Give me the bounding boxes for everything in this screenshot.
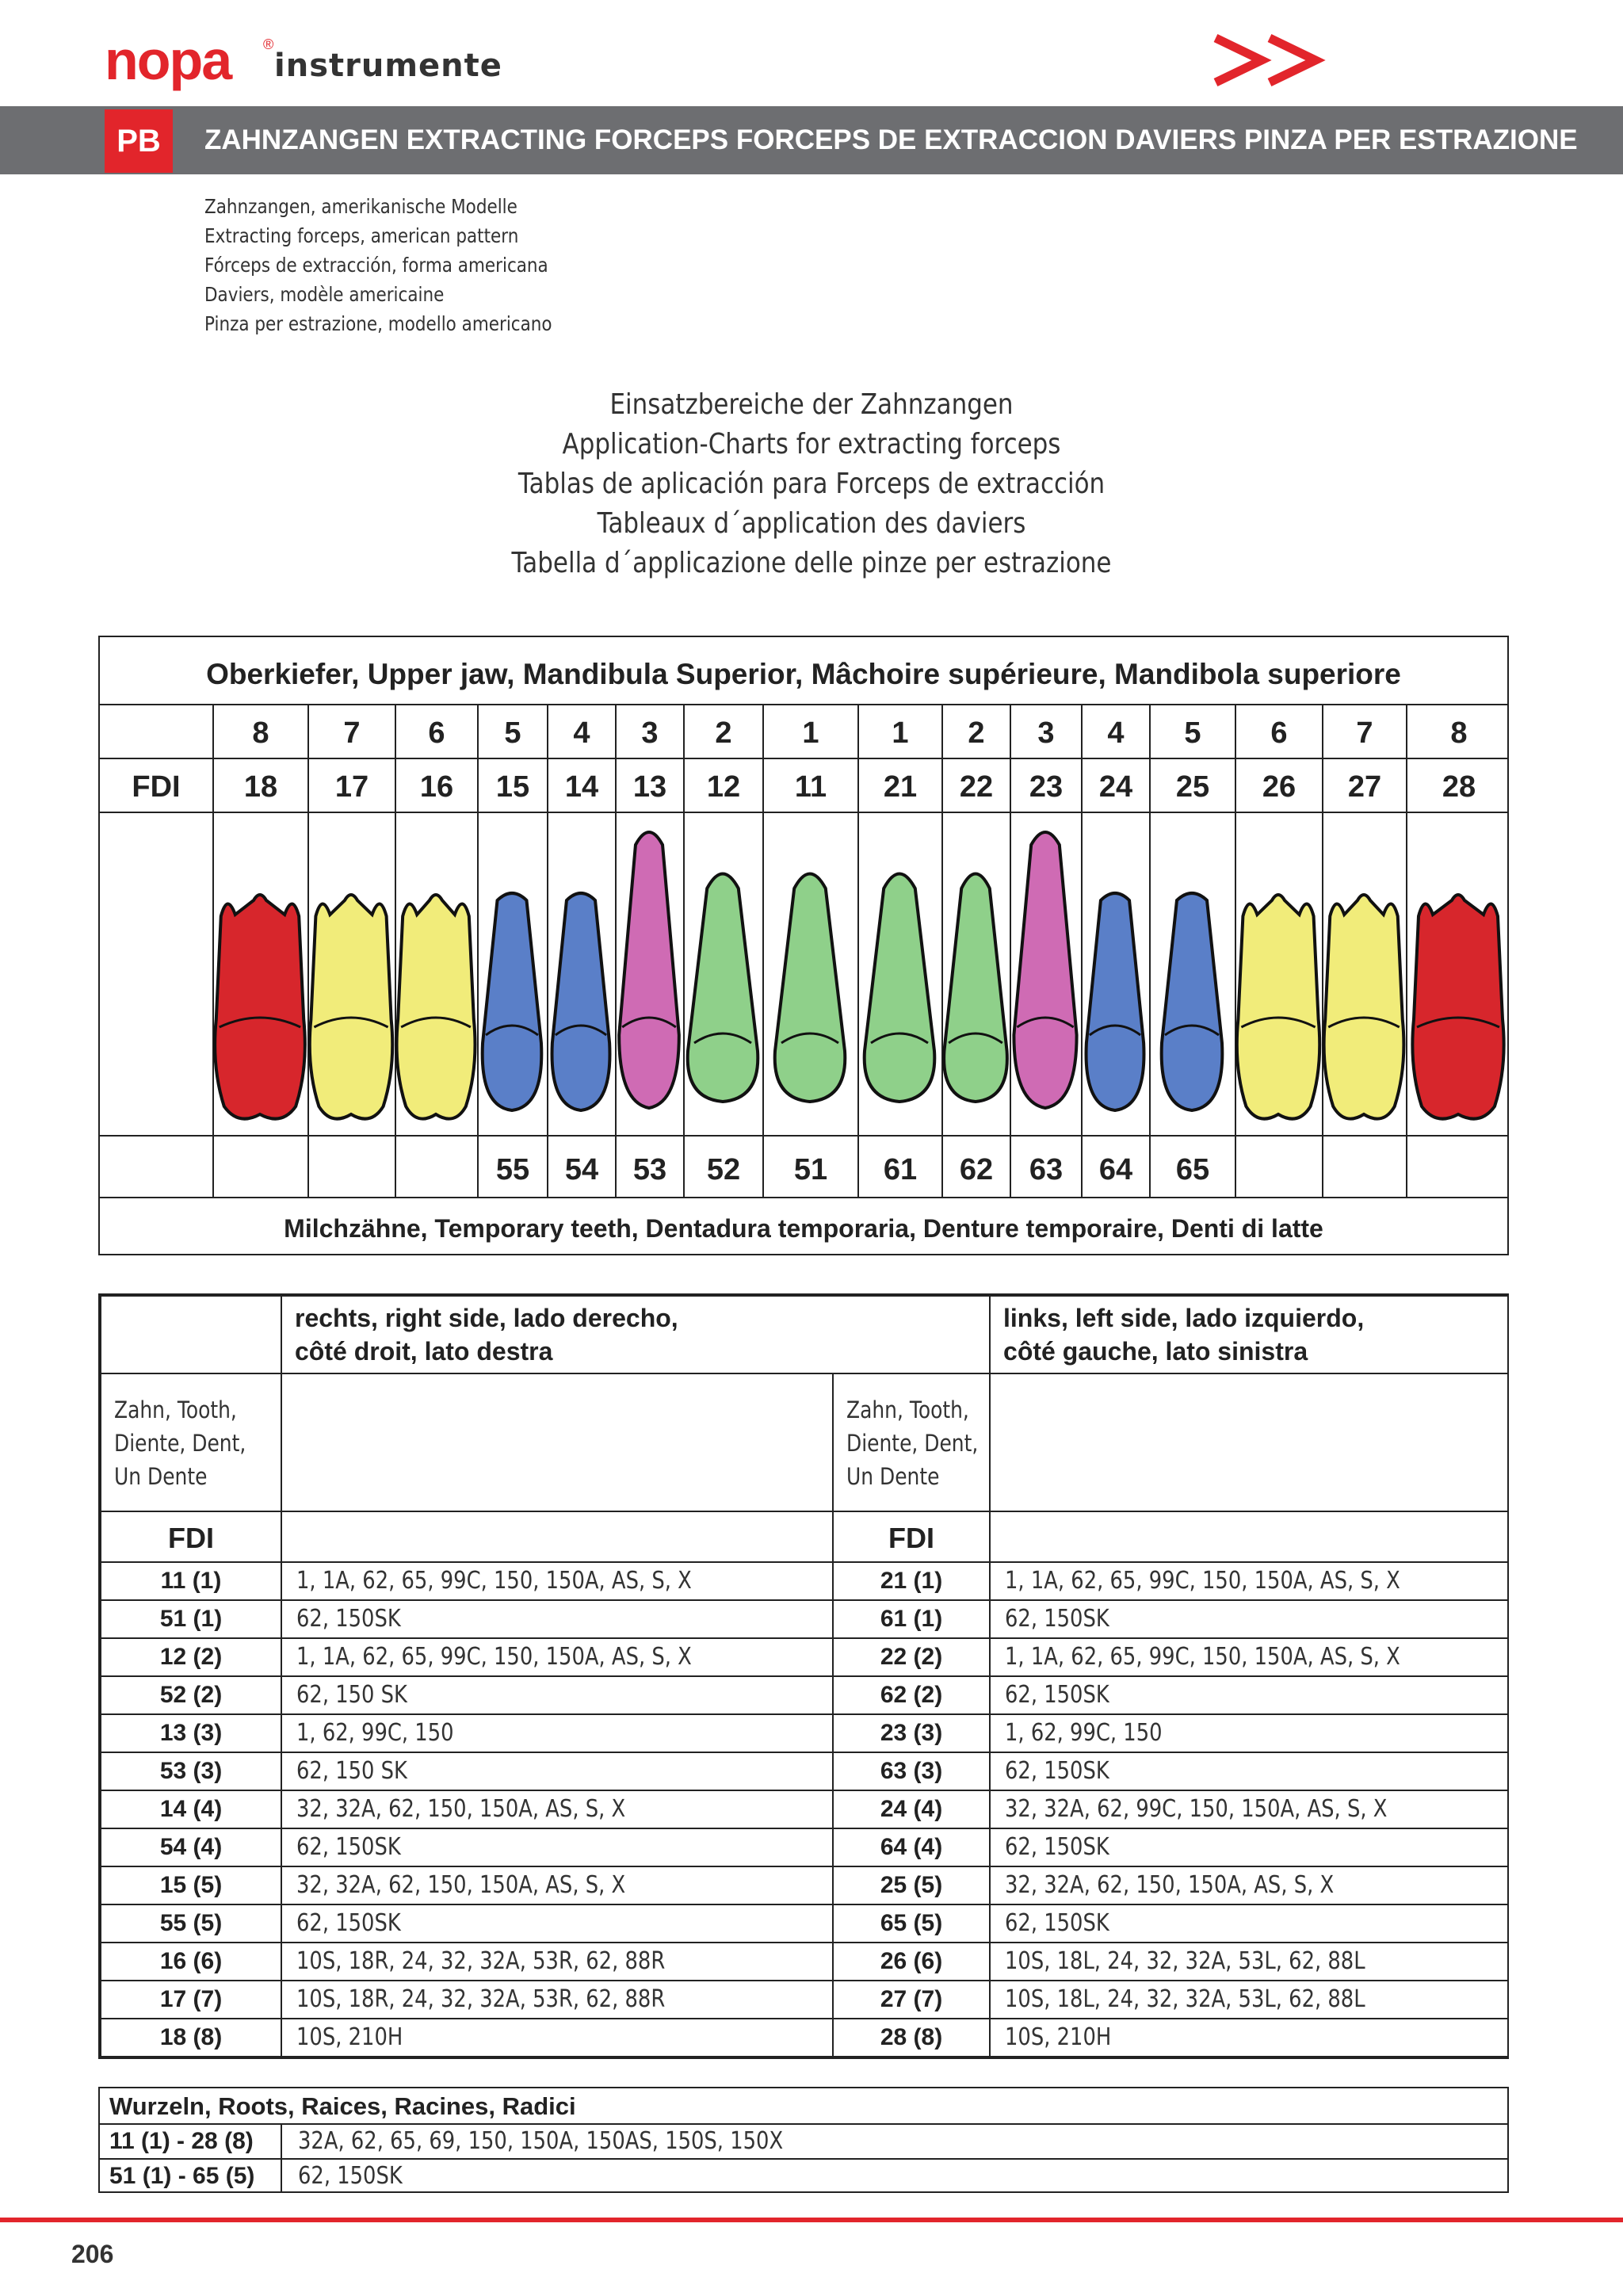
- forceps-list-left: [990, 1943, 1508, 1981]
- tooth-shape: [944, 874, 1007, 1102]
- primary-tooth-number: [1406, 1137, 1510, 1197]
- tooth-code-right: 53 (3): [101, 1752, 281, 1790]
- forceps-list-right: [281, 1828, 833, 1866]
- teeth-illustration: [100, 813, 1510, 1135]
- roots-row: [100, 2158, 1507, 2191]
- tooth-fdi-number: 14: [547, 759, 615, 812]
- intro-line: Extracting forceps, american pattern: [204, 224, 519, 247]
- primary-tooth-number: 63: [1010, 1137, 1081, 1197]
- forceps-list-right-text: 62, 150SK: [296, 1833, 401, 1861]
- roots-table: [98, 2087, 1509, 2193]
- tooth-code-right: 54 (4): [101, 1828, 281, 1866]
- tooth-shape: [1412, 895, 1503, 1119]
- primary-tooth-number: [395, 1137, 477, 1197]
- primary-tooth-number: [307, 1137, 395, 1197]
- left-side-header-line: links, left side, lado izquierdo,: [1003, 1304, 1365, 1332]
- tooth-position: 5: [477, 705, 547, 758]
- forceps-list-right: [281, 1676, 833, 1714]
- forceps-list-right: [281, 1904, 833, 1943]
- left-side-header: [990, 1296, 1508, 1373]
- forceps-list-left-text: 62, 150SK: [1005, 1757, 1109, 1785]
- forceps-list-right-text: 32, 32A, 62, 150, 150A, AS, S, X: [296, 1795, 626, 1823]
- tooth-position: 2: [683, 705, 762, 758]
- tooth-shape: [619, 832, 679, 1108]
- primary-tooth-number: 51: [762, 1137, 857, 1197]
- forceps-list-left-text: 10S, 18L, 24, 32, 32A, 53L, 62, 88L: [1005, 1947, 1365, 1975]
- charts-title-line: Tabella d´applicazione delle pinze per estrazione: [511, 547, 1112, 579]
- tooth-code-left: 64 (4): [833, 1828, 990, 1866]
- forceps-list-right-text: 62, 150SK: [296, 1605, 401, 1633]
- brand-name: nopa: [105, 29, 231, 91]
- forceps-list-left: [990, 1676, 1508, 1714]
- forceps-list-left: [990, 1866, 1508, 1904]
- tooth-fdi-number: 28: [1406, 759, 1510, 812]
- charts-title-line: Einsatzbereiche der Zahnzangen: [609, 388, 1014, 421]
- tooth-position: 7: [1322, 705, 1406, 758]
- tooth-position: 6: [395, 705, 477, 758]
- tooth-fdi-number: 21: [857, 759, 941, 812]
- primary-tooth-number: 54: [547, 1137, 615, 1197]
- primary-teeth-label: [100, 1137, 212, 1197]
- tooth-code-left: 26 (6): [833, 1943, 990, 1981]
- intro-text: [204, 192, 609, 338]
- tooth-fdi-number: 11: [762, 759, 857, 812]
- intro-line: Fórceps de extracción, forma americana: [204, 254, 548, 277]
- primary-tooth-number: 62: [941, 1137, 1010, 1197]
- tooth-code-right: 55 (5): [101, 1904, 281, 1943]
- application-row: [101, 1752, 1508, 1790]
- application-row: [101, 1600, 1508, 1638]
- tooth-28: [1412, 895, 1503, 1119]
- forceps-list-right: [281, 1943, 833, 1981]
- left-side-header-line: côté gauche, lato sinistra: [1003, 1337, 1308, 1366]
- tooth-shape: [215, 895, 305, 1119]
- application-row: [101, 1714, 1508, 1752]
- tooth-position: 5: [1149, 705, 1235, 758]
- tooth-fdi-row: [100, 759, 1507, 813]
- forceps-list-left-text: 62, 150SK: [1005, 1605, 1109, 1633]
- application-row: [101, 1562, 1508, 1600]
- application-table: [98, 1293, 1509, 2059]
- tooth-27: [1324, 895, 1404, 1119]
- forceps-list-right-text: 62, 150 SK: [296, 1681, 407, 1709]
- roots-forceps: [298, 2160, 419, 2193]
- tooth-code-right: 15 (5): [101, 1866, 281, 1904]
- tooth-chart: [98, 636, 1509, 1255]
- application-row: [101, 1676, 1508, 1714]
- forceps-list-left: [990, 1981, 1508, 2019]
- footer-rule: [0, 2218, 1623, 2222]
- tooth-shape: [310, 895, 392, 1119]
- forceps-list-right-text: 62, 150 SK: [296, 1757, 407, 1785]
- charts-title-line: Tableaux d´application des daviers: [597, 507, 1026, 540]
- charts-title-line: Application-Charts for extracting forceps: [562, 428, 1061, 460]
- forceps-list-left: [990, 1904, 1508, 1943]
- forceps-list-left-text: 62, 150SK: [1005, 1909, 1109, 1937]
- section-title: ZAHNZANGEN EXTRACTING FORCEPS FORCEPS DE EXTRACCION DAVIERS PINZA PER ESTRAZIONE: [204, 124, 1578, 155]
- tooth-position: 4: [547, 705, 615, 758]
- tooth-25: [1162, 893, 1223, 1110]
- tooth-fdi-number: 16: [395, 759, 477, 812]
- right-side-header-line: rechts, right side, lado derecho,: [295, 1304, 678, 1332]
- tooth-position: 4: [1081, 705, 1149, 758]
- primary-teeth-caption: Milchzähne, Temporary teeth, Dentadura temporaria, Denture temporaire, Denti di latte: [284, 1214, 1323, 1243]
- forceps-list-left-text: 62, 150SK: [1005, 1681, 1109, 1709]
- tooth-fdi-number: 27: [1322, 759, 1406, 812]
- application-row: [101, 1866, 1508, 1904]
- tooth-code-right: 18 (8): [101, 2019, 281, 2057]
- forceps-list-left: [990, 1600, 1508, 1638]
- forceps-list-right: [281, 1562, 833, 1600]
- tooth-code-left: 63 (3): [833, 1752, 990, 1790]
- forceps-list-left-text: 1, 1A, 62, 65, 99C, 150, 150A, AS, S, X: [1005, 1567, 1400, 1595]
- forceps-list-right: [281, 1600, 833, 1638]
- blank-cell: [990, 1373, 1508, 1511]
- application-row: [101, 1828, 1508, 1866]
- tooth-shape: [552, 893, 610, 1110]
- forceps-list-left-text: 10S, 210H: [1005, 2023, 1112, 2051]
- tooth-code-left: 22 (2): [833, 1638, 990, 1676]
- tooth-18: [215, 895, 305, 1119]
- intro-line: Pinza per estrazione, modello americano: [204, 312, 552, 335]
- blank-cell: [990, 1511, 1508, 1562]
- forceps-list-right-text: 10S, 210H: [296, 2023, 403, 2051]
- tooth-position: 7: [307, 705, 395, 758]
- application-row: [101, 1981, 1508, 2019]
- tooth-position: 2: [941, 705, 1010, 758]
- tooth-fdi-number: 24: [1081, 759, 1149, 812]
- tooth-header-line: Diente, Dent,: [846, 1430, 979, 1457]
- tooth-header-left: [833, 1373, 990, 1511]
- tooth-header-line: Diente, Dent,: [114, 1430, 246, 1457]
- roots-code: 51 (1) - 65 (5): [100, 2160, 282, 2191]
- tooth-code-left: 28 (8): [833, 2019, 990, 2057]
- page-number: 206: [71, 2240, 114, 2268]
- tooth-15: [483, 893, 542, 1110]
- forceps-list-left: [990, 1752, 1508, 1790]
- roots-forceps-text: 62, 150SK: [298, 2162, 403, 2190]
- tooth-11: [775, 874, 846, 1102]
- intro-line: Daviers, modèle americaine: [204, 283, 445, 306]
- primary-tooth-number: 64: [1081, 1137, 1149, 1197]
- application-row: [101, 1790, 1508, 1828]
- forceps-list-left: [990, 2019, 1508, 2057]
- tooth-chart-title: Oberkiefer, Upper jaw, Mandibula Superior, Mâchoire supérieure, Mandibola superiore: [100, 637, 1507, 705]
- primary-tooth-number: 52: [683, 1137, 762, 1197]
- tooth-position-row: [100, 705, 1507, 759]
- forceps-list-left: [990, 1828, 1508, 1866]
- forceps-list-right-text: 62, 150SK: [296, 1909, 401, 1937]
- tooth-16: [397, 895, 475, 1119]
- forceps-list-left: [990, 1562, 1508, 1600]
- roots-forceps: [298, 2125, 862, 2158]
- forceps-list-left-text: 1, 1A, 62, 65, 99C, 150, 150A, AS, S, X: [1005, 1643, 1400, 1671]
- tooth-fdi-number: 13: [615, 759, 683, 812]
- intro-line: Zahnzangen, amerikanische Modelle: [204, 195, 517, 218]
- primary-teeth-row: [100, 1135, 1507, 1198]
- tooth-code-left: 65 (5): [833, 1904, 990, 1943]
- tooth-code-right: 12 (2): [101, 1638, 281, 1676]
- tooth-code-right: 11 (1): [101, 1562, 281, 1600]
- brand-sub: instrumente: [274, 48, 502, 84]
- primary-tooth-number: [1235, 1137, 1322, 1197]
- forceps-list-right-text: 1, 1A, 62, 65, 99C, 150, 150A, AS, S, X: [296, 1567, 692, 1595]
- application-row: [101, 1943, 1508, 1981]
- forceps-list-right: [281, 1752, 833, 1790]
- tooth-code-left: 21 (1): [833, 1562, 990, 1600]
- tooth-shape: [1014, 832, 1076, 1108]
- forceps-list-left: [990, 1714, 1508, 1752]
- tooth-shape: [1162, 893, 1223, 1110]
- tooth-position: 1: [857, 705, 941, 758]
- tooth-fdi-label: FDI: [132, 770, 181, 804]
- forceps-list-left-text: 32, 32A, 62, 99C, 150, 150A, AS, S, X: [1005, 1795, 1388, 1823]
- forceps-list-right: [281, 2019, 833, 2057]
- forceps-list-right: [281, 1714, 833, 1752]
- forceps-list-left-text: 62, 150SK: [1005, 1833, 1109, 1861]
- registered-mark: ®: [263, 36, 274, 52]
- tooth-code-right: 17 (7): [101, 1981, 281, 2019]
- primary-tooth-number: [1322, 1137, 1406, 1197]
- tooth-code-left: 27 (7): [833, 1981, 990, 2019]
- tooth-fdi-number: 12: [683, 759, 762, 812]
- tooth-code-right: 16 (6): [101, 1943, 281, 1981]
- forceps-list-right-text: 1, 1A, 62, 65, 99C, 150, 150A, AS, S, X: [296, 1643, 692, 1671]
- forceps-list-right: [281, 1638, 833, 1676]
- tooth-shape: [1086, 893, 1144, 1110]
- tooth-17: [310, 895, 392, 1119]
- tooth-fdi-number: 17: [307, 759, 395, 812]
- forceps-list-right: [281, 1790, 833, 1828]
- application-row: [101, 1904, 1508, 1943]
- tooth-position: 6: [1235, 705, 1322, 758]
- corner-cell: [101, 1296, 281, 1373]
- charts-title-line: Tablas de aplicación para Forceps de extracción: [517, 468, 1106, 500]
- roots-row: [100, 2125, 1507, 2158]
- forceps-list-left-text: 10S, 18L, 24, 32, 32A, 53L, 62, 88L: [1005, 1985, 1365, 2013]
- tooth-position-label: [100, 705, 212, 758]
- tooth-shape: [397, 895, 475, 1119]
- forceps-list-left-text: 1, 62, 99C, 150: [1005, 1719, 1163, 1747]
- forceps-list-right: [281, 1866, 833, 1904]
- tooth-position: 8: [212, 705, 307, 758]
- tooth-12: [688, 874, 758, 1102]
- tooth-shape: [688, 874, 758, 1102]
- tooth-header-line: Un Dente: [846, 1463, 940, 1490]
- primary-tooth-number: 65: [1149, 1137, 1235, 1197]
- application-row: [101, 2019, 1508, 2057]
- tooth-fdi-number: 15: [477, 759, 547, 812]
- tooth-fdi-number: 18: [212, 759, 307, 812]
- roots-code: 11 (1) - 28 (8): [100, 2125, 282, 2158]
- roots-forceps-text: 32A, 62, 65, 69, 150, 150A, 150AS, 150S, 150X: [298, 2127, 784, 2155]
- tooth-shape: [775, 874, 846, 1102]
- tooth-header-line: Zahn, Tooth,: [846, 1396, 969, 1423]
- forceps-list-left-text: 32, 32A, 62, 150, 150A, AS, S, X: [1005, 1871, 1335, 1899]
- tooth-position: 8: [1406, 705, 1510, 758]
- primary-tooth-number: 55: [477, 1137, 547, 1197]
- tooth-21: [865, 874, 935, 1102]
- tooth-26: [1237, 895, 1319, 1119]
- tooth-code-left: 23 (3): [833, 1714, 990, 1752]
- tooth-shape: [483, 893, 542, 1110]
- right-side-header: [281, 1296, 990, 1373]
- blank-cell: [281, 1373, 833, 1511]
- tooth-23: [1014, 832, 1076, 1108]
- forceps-list-right-text: 10S, 18R, 24, 32, 32A, 53R, 62, 88R: [296, 1985, 666, 2013]
- tooth-13: [619, 832, 679, 1108]
- tooth-code-right: 51 (1): [101, 1600, 281, 1638]
- charts-title: [415, 385, 1208, 583]
- tooth-code-left: 61 (1): [833, 1600, 990, 1638]
- tooth-code-left: 62 (2): [833, 1676, 990, 1714]
- tooth-22: [944, 874, 1007, 1102]
- tooth-code-left: 25 (5): [833, 1866, 990, 1904]
- forceps-list-right-text: 10S, 18R, 24, 32, 32A, 53R, 62, 88R: [296, 1947, 666, 1975]
- primary-tooth-number: 53: [615, 1137, 683, 1197]
- tooth-shape: [1324, 895, 1404, 1119]
- tooth-code-right: 14 (4): [101, 1790, 281, 1828]
- tooth-fdi-number: 25: [1149, 759, 1235, 812]
- roots-title: Wurzeln, Roots, Raices, Racines, Radici: [100, 2088, 1507, 2125]
- forceps-list-left: [990, 1790, 1508, 1828]
- tooth-position: 3: [1010, 705, 1081, 758]
- tooth-14: [552, 893, 610, 1110]
- forceps-list-left: [990, 1638, 1508, 1676]
- blank-cell: [281, 1511, 833, 1562]
- fdi-label-right: FDI: [101, 1511, 281, 1562]
- fdi-label-left: FDI: [833, 1511, 990, 1562]
- tooth-fdi-number: 23: [1010, 759, 1081, 812]
- primary-tooth-number: 61: [857, 1137, 941, 1197]
- tooth-position: 3: [615, 705, 683, 758]
- tooth-shape: [865, 874, 935, 1102]
- tooth-code-right: 52 (2): [101, 1676, 281, 1714]
- tooth-24: [1086, 893, 1144, 1110]
- tooth-fdi-number: 22: [941, 759, 1010, 812]
- primary-tooth-number: [212, 1137, 307, 1197]
- double-chevron-icon: [1212, 32, 1331, 89]
- right-side-header-line: côté droit, lato destra: [295, 1337, 553, 1366]
- section-code-badge: PB: [105, 109, 173, 173]
- forceps-list-right-text: 1, 62, 99C, 150: [296, 1719, 454, 1747]
- forceps-list-right-text: 32, 32A, 62, 150, 150A, AS, S, X: [296, 1871, 626, 1899]
- tooth-header-line: Zahn, Tooth,: [114, 1396, 237, 1423]
- tooth-header-right: [101, 1373, 281, 1511]
- tooth-shape: [1237, 895, 1319, 1119]
- application-row: [101, 1638, 1508, 1676]
- forceps-list-right: [281, 1981, 833, 2019]
- tooth-position: 1: [762, 705, 857, 758]
- tooth-header-line: Un Dente: [114, 1463, 208, 1490]
- tooth-code-right: 13 (3): [101, 1714, 281, 1752]
- tooth-fdi-number: 26: [1235, 759, 1322, 812]
- tooth-code-left: 24 (4): [833, 1790, 990, 1828]
